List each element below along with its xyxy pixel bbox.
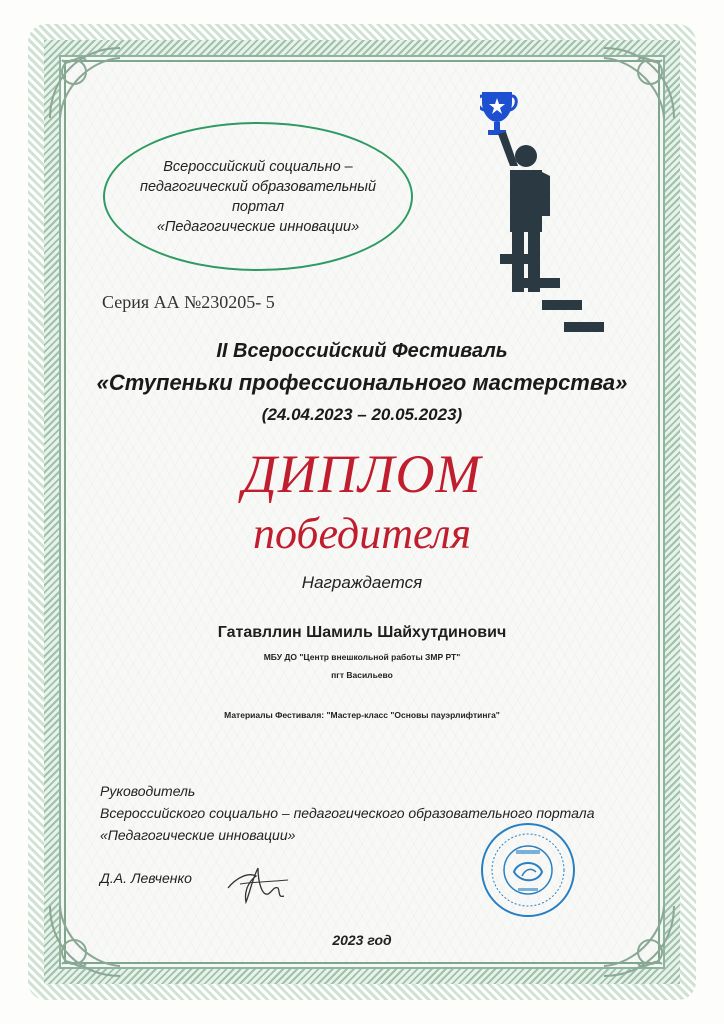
trophy-figure-icon [480, 86, 610, 341]
diploma-title: ДИПЛОМ [242, 444, 482, 504]
festival-dates: (24.04.2023 – 20.05.2023) [261, 405, 463, 424]
festival-title-line-1: II Всероссийский Фестиваль [216, 340, 508, 362]
year-label: 2023 год [332, 932, 392, 948]
stamp-icon [478, 820, 578, 920]
portal-name-oval [103, 122, 413, 271]
festival-title-line-2: «Ступеньки профессионального мастерства» [96, 370, 628, 395]
corner-ornament-icon [40, 38, 130, 128]
portal-line-1: Всероссийский социально – [163, 158, 353, 175]
awarded-label: Награждается [301, 573, 423, 592]
portal-line-4: «Педагогические инновации» [156, 218, 360, 235]
recipient-town: пгт Васильево [331, 670, 393, 680]
recipient-name: Гатавллин Шамиль Шайхутдинович [217, 624, 507, 641]
head-name: Д.А. Левченко [100, 870, 192, 886]
diploma-subtitle: победителя [252, 509, 472, 558]
series-number: Серия АА №230205- 5 [102, 292, 275, 312]
head-portal-line: Всероссийского социально – педагогического образовательного портала [100, 805, 595, 821]
portal-line-3: портал [231, 198, 285, 215]
portal-line-2: педагогический образовательный [139, 178, 377, 195]
signature-icon [222, 858, 294, 910]
recipient-organization: МБУ ДО "Центр внешкольной работы ЗМР РТ" [263, 652, 461, 662]
festival-materials: Материалы Фестиваля: "Мастер-класс "Основы пауэрлифтинга" [224, 710, 500, 720]
head-title: Руководитель [100, 783, 196, 799]
head-portal-name: «Педагогические инновации» [100, 827, 296, 843]
